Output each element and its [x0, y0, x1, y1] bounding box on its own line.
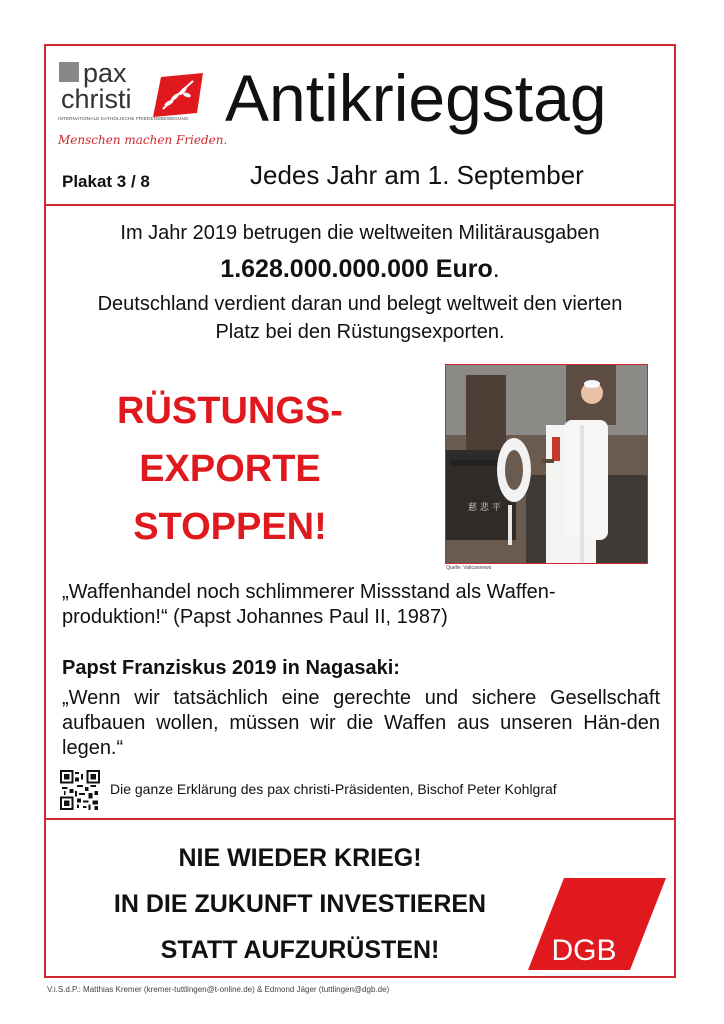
quote-2-heading: Papst Franziskus 2019 in Nagasaki:: [62, 657, 400, 679]
quote-1-line-2: produktion!“ (Papst Johannes Paul II, 1987): [62, 606, 448, 628]
pope-photo-illustration: [446, 365, 648, 564]
photo-credit: Quelle: Vaticannews: [446, 565, 492, 571]
headline-line-1: RÜSTUNGS-: [117, 390, 343, 432]
vsdp-imprint: V.i.S.d.P.: Matthias Kremer (kremer-tuttlingen@t-online.de) & Edmond Jäger (tuttlingen@dgb.de): [47, 985, 390, 994]
quote-franziskus: „Wenn wir tatsächlich eine gerechte und sichere Gesellschaft aufbauen wollen, müssen wir die Waffen aus unseren Hän-den legen.“: [62, 687, 660, 759]
logo-name-line2: christi: [61, 84, 132, 114]
headline-line-2: EXPORTE: [139, 448, 321, 490]
page-title: Antikriegstag: [225, 61, 607, 135]
intro-amount-line: [50, 255, 670, 284]
quote-johannes-paul: [62, 580, 660, 630]
logo-motto: Menschen machen Frieden.: [58, 133, 228, 147]
qr-caption: Die ganze Erklärung des pax christi-Präsidenten, Bischof Peter Kohlgraf: [110, 781, 557, 797]
slogan-line-3: STATT AUFZURÜSTEN!: [160, 936, 440, 964]
divider-header: [44, 204, 676, 206]
footer-slogan: [60, 838, 540, 970]
svg-text:慈 悲 平: 慈 悲 平: [468, 503, 501, 513]
pope-photo: [445, 364, 648, 564]
dgb-logo: [528, 876, 668, 972]
page-subtitle: Jedes Jahr am 1. September: [250, 160, 584, 190]
slogan-line-1: NIE WIEDER KRIEG!: [178, 844, 422, 872]
intro-line-3: Deutschland verdient daran und belegt weltweit den vierten: [97, 293, 623, 315]
headline: [70, 386, 390, 552]
logo-name-line1: pax: [83, 58, 127, 88]
dgb-logo-text: DGB: [551, 934, 617, 967]
military-spending-amount: 1.628.000.000.000 Euro: [220, 255, 493, 283]
slogan-line-2: IN DIE ZUKUNFT INVESTIEREN: [113, 890, 487, 918]
divider-footer: [44, 818, 676, 820]
logo-subline: INTERNATIONALE KATHOLISCHE FRIEDENSBEWEGUNG: [58, 116, 189, 121]
amount-suffix: .: [492, 255, 500, 283]
headline-line-3: STOPPEN!: [133, 506, 327, 548]
logo-wordmark: [61, 60, 132, 112]
quote-1-line-1: „Waffenhandel noch schlimmerer Missstand als Waffen-: [62, 581, 556, 603]
qr-code-icon[interactable]: [60, 770, 100, 810]
poster-number: Plakat 3 / 8: [62, 172, 150, 191]
intro-line-1: Im Jahr 2019 betrugen die weltweiten Militärausgaben: [120, 222, 600, 244]
dove-branch-icon: [153, 73, 203, 117]
intro-line-4: Platz bei den Rüstungsexporten.: [215, 321, 505, 343]
